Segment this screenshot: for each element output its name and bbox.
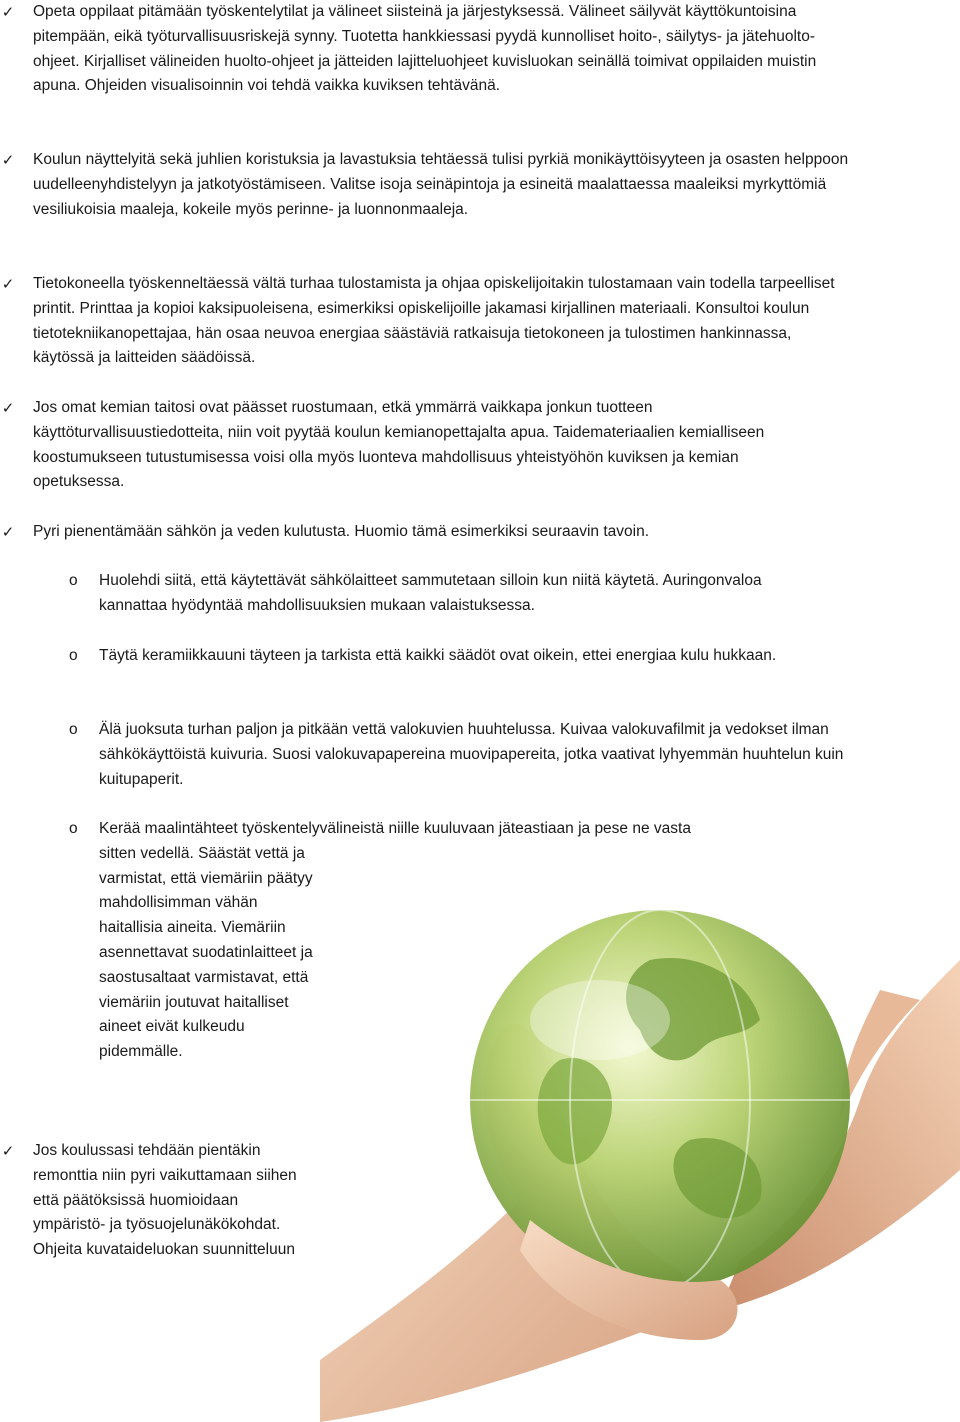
checkmark-icon: ✓ — [1, 399, 15, 417]
sub-list-text-column: sitten vedellä. Säästät vettä ja varmistat, että viemäriin päätyy mahdollisimman vähän haitallisia aineita. Viemäriin asennettavat suodatinlaitteet ja saostusaltaat varmistavat, että viemäriin joutuvat haitalliset aineet eivät kulkeudu pidemmälle. — [99, 844, 313, 1061]
sub-list-marker: o — [69, 647, 78, 664]
sub-list-item — [0, 817, 860, 1117]
bullet-text: Pyri pienentämään sähkön ja veden kulutusta. Huomio tämä esimerkiksi seuraavin tavoin. — [33, 523, 650, 540]
sub-list-text: Älä juoksuta turhan paljon ja pitkään vettä valokuvien huuhtelussa. Kuivaa valokuvafilmit ja vedokset ilman sähkökäyttöistä kuivuria. Suosi valokuvapapereina muovipapereita, jotka vaativat lyhyemmän huuhtelun kuin kuitupaperit. — [99, 721, 844, 788]
checkmark-icon: ✓ — [1, 151, 15, 169]
sub-list-item — [0, 569, 860, 619]
checkmark-icon: ✓ — [1, 523, 15, 541]
bullet-item — [0, 272, 860, 372]
checkmark-icon: ✓ — [1, 3, 15, 21]
sub-list-item — [0, 644, 860, 694]
sub-list-text-line: Kerää maalintähteet työskentelyvälineistä niille kuuluvaan jäteastiaan ja pese ne vasta — [99, 820, 691, 837]
bullet-item — [0, 0, 860, 124]
bullet-text: Tietokoneella työskenneltäessä vältä turhaa tulostamista ja ohjaa opiskelijoitakin tulostamaan vain todella tarpeelliset printit. Printtaa ja kopioi kaksipuoleisena, esimerkiksi opiskelijoille jakamasi kirjallinen materiaali. Konsultoi koulun tietotekniikanopettajaa, hän osaa neuvoa energiaa säästäviä ratkaisuja tietokoneen ja tulostimen hankinnassa, käytössä ja laitteiden säädöissä. — [33, 275, 835, 367]
sub-list-marker: o — [69, 820, 78, 837]
sub-list-marker: o — [69, 572, 78, 589]
sub-list-text: Täytä keramiikkauuni täyteen ja tarkista että kaikki säädöt ovat oikein, ettei energiaa kulu hukkaan. — [99, 647, 777, 664]
checkmark-icon: ✓ — [1, 275, 15, 293]
sub-list-marker: o — [69, 721, 78, 738]
bullet-item — [0, 148, 860, 248]
bullet-text: Jos koulussasi tehdään pientäkin remonttia niin pyri vaikuttamaan siihen että päätöksissä huomioidaan ympäristö- ja työsuojelunäkökohdat. Ohjeita kuvataideluokan suunnitteluun — [33, 1142, 297, 1259]
sub-list-text: Huolehdi siitä, että käytettävät sähkölaitteet sammutetaan silloin kun niitä käytetä. Auringonvaloa kannattaa hyödyntää mahdollisuuksien mukaan valaistuksessa. — [99, 572, 762, 614]
bullet-item — [0, 396, 860, 496]
sub-list-text — [99, 817, 819, 1065]
bullet-text: Koulun näyttelyitä sekä juhlien koristuksia ja lavastuksia tehtäessä tulisi pyrkiä monikäyttöisyyteen ja osasten helppoon uudelleenyhdistelyyn ja jatkotyöstämiseen. Valitse isoja seinäpintoja ja esineitä maalattaessa maaleiksi myrkyttömiä vesiliukoisia maaleja, kokeile myös perinne- ja luonnonmaaleja. — [33, 151, 849, 218]
bullet-item — [0, 1139, 320, 1289]
bullet-text: Jos omat kemian taitosi ovat päässet ruostumaan, etkä ymmärrä vaikkapa jonkun tuotteen käyttöturvallisuustiedotteita, niin voit pyytää koulun kemianopettajalta apua. Taidemateriaalien kemialliseen koostumukseen tutustumisessa voisi olla myös luonteva mahdollisuus yhteistyöhön kuviksen ja kemian opetuksessa. — [33, 399, 765, 491]
checkmark-icon: ✓ — [1, 1142, 15, 1160]
sub-list-item — [0, 718, 860, 793]
bullet-text: Opeta oppilaat pitämään työskentelytilat ja välineet siisteinä ja järjestyksessä. Välineet säilyvät käyttökuntoisina pitempään, eikä työturvallisuusriskejä synny. Tuotetta hankkiessasi pyydä kunnolliset hoito-, säilytys- ja jätehuolto-ohjeet. Kirjalliset välineiden huolto-ohjeet ja jätteiden lajitteluohjeet kuvisluokan seinällä toimivat oppilaiden muistin apuna. Ohjeiden visualisoinnin voi tehdä vaikka kuviksen tehtävänä. — [33, 3, 817, 95]
sub-list-text-content — [99, 817, 819, 1065]
bullet-item — [0, 520, 860, 545]
